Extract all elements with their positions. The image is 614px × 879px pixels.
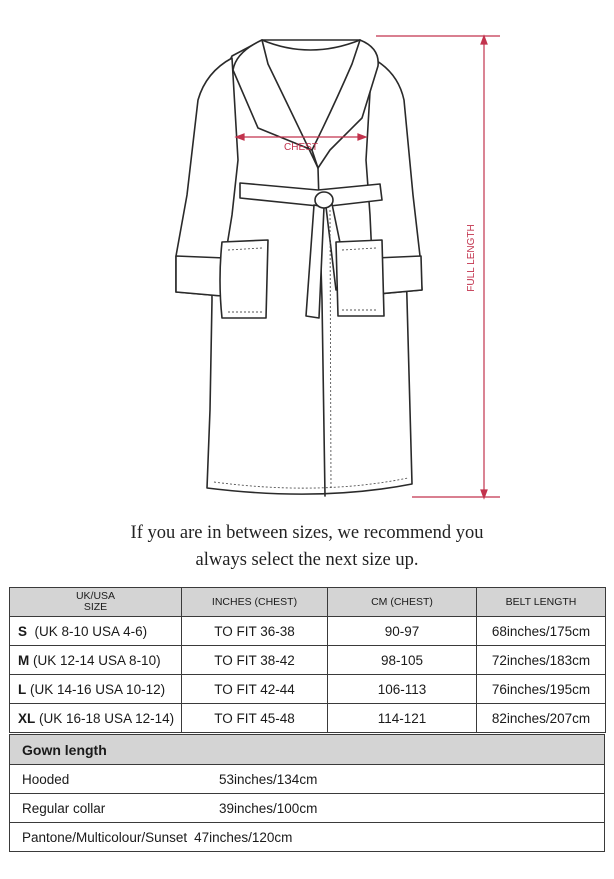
cm-cell: 106-113 — [328, 675, 477, 704]
belt-cell: 82inches/207cm — [477, 704, 606, 733]
header-inches: INCHES (CHEST) — [182, 588, 328, 617]
header-belt: BELT LENGTH — [477, 588, 606, 617]
size-advice — [0, 520, 614, 574]
robe-right-pocket — [336, 240, 384, 316]
robe-left-pocket — [220, 240, 268, 318]
robe-left-cuff — [176, 256, 225, 296]
table-row — [10, 617, 606, 646]
header-size: UK/USA SIZE — [10, 588, 182, 617]
belt-cell: 72inches/183cm — [477, 646, 606, 675]
full-length-label: FULL LENGTH — [466, 224, 477, 292]
table-row — [10, 646, 606, 675]
gown-length-table — [9, 734, 605, 852]
gown-row-hooded: Hooded 53inches/134cm — [10, 765, 605, 794]
advice-line-2: always select the next size up. — [195, 550, 419, 570]
size-table-header — [10, 588, 606, 617]
inches-cell: TO FIT 42-44 — [182, 675, 328, 704]
table-row — [10, 794, 605, 823]
advice-line-1: If you are in between sizes, we recommend you — [130, 523, 484, 543]
gown-row-regular-collar: Regular collar 39inches/100cm — [10, 794, 605, 823]
size-cell: XL (UK 16-18 USA 12-14) — [10, 704, 182, 733]
gown-length-header — [10, 735, 605, 765]
cm-cell: 90-97 — [328, 617, 477, 646]
table-row — [10, 675, 606, 704]
belt-cell: 76inches/195cm — [477, 675, 606, 704]
robe-belt-knot — [315, 192, 333, 208]
cm-cell: 114-121 — [328, 704, 477, 733]
inches-cell: TO FIT 38-42 — [182, 646, 328, 675]
gown-row-pantone: Pantone/Multicolour/Sunset 47inches/120cm — [10, 823, 605, 852]
size-table — [9, 587, 606, 733]
chest-label: CHEST — [284, 142, 318, 153]
size-cell: S (UK 8-10 USA 4-6) — [10, 617, 182, 646]
table-row — [10, 704, 606, 733]
cm-cell: 98-105 — [328, 646, 477, 675]
inches-cell: TO FIT 45-48 — [182, 704, 328, 733]
inches-cell: TO FIT 36-38 — [182, 617, 328, 646]
belt-cell: 68inches/175cm — [477, 617, 606, 646]
table-row — [10, 823, 605, 852]
gown-length-title: Gown length — [10, 735, 605, 765]
table-row — [10, 765, 605, 794]
header-cm: CM (CHEST) — [328, 588, 477, 617]
size-cell: L (UK 14-16 USA 10-12) — [10, 675, 182, 704]
size-cell: M (UK 12-14 USA 8-10) — [10, 646, 182, 675]
